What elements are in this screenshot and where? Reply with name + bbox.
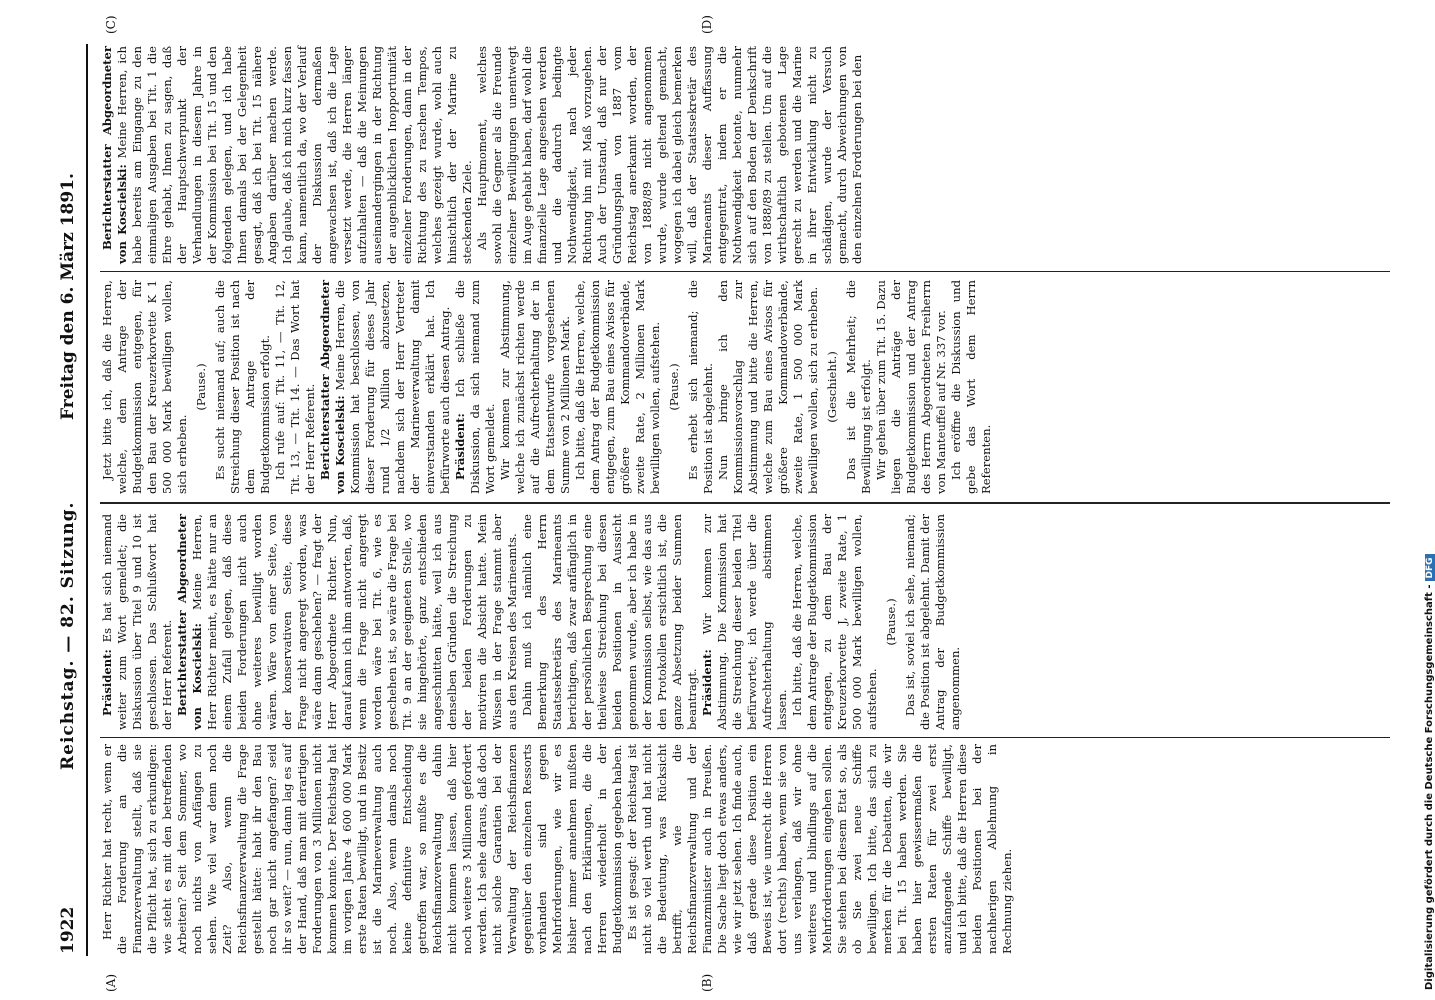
paragraph: Ich bitte, daß die Herren, welche, dem Antrage der Budgetkommission entgegen, zu dem Bau der Kreuzerkorvette J, zweite Rate, 1 500 000 Mark bewilligen wollen, aufstehen. xyxy=(790,514,879,730)
speaker-label: Präsident: xyxy=(700,649,714,716)
pause-note: (Pause.) xyxy=(884,598,898,646)
digitization-text: Digitalisierung gefördert durch die Deutsche Forschungsgemeinschaft - xyxy=(1424,584,1435,990)
speaker-label: Berichterstatter Abgeordneter von Koscielski: xyxy=(100,46,129,264)
paragraph: Ich bitte, daß die Herren, welche, dem Antrag der Budgetkommission entgegen, zum Bau eines Avisos für größere Kommandoverbände, zweite Rate, 2 Millionen Mark bewilligen wollen, aufstehen. xyxy=(573,280,662,494)
text-column-1b xyxy=(100,514,1400,730)
page-number: 1922 xyxy=(58,906,78,954)
text-column-2a xyxy=(100,280,1400,494)
paragraph: Das ist, soviel ich sehe, niemand; die Position ist abgelehnt. Damit der Antrag der Budgetkommission angenommen. xyxy=(903,514,962,730)
digitization-note xyxy=(1424,554,1435,990)
margin-marker-b: (B) xyxy=(700,973,714,992)
paragraph xyxy=(700,514,790,730)
paragraph xyxy=(175,514,520,730)
speech-text: Ich schließe die Diskussion, da sich niemand zum Wort gemeldet. xyxy=(453,280,497,494)
margin-marker-c: (C) xyxy=(104,15,118,34)
column-rule xyxy=(100,271,1390,272)
paragraph: Das ist die Mehrheit; die Bewilligung ist erfolgt. xyxy=(844,280,873,494)
speech-text: Meine Herren, ich habe bereits am Eingange zu den einmaligen Ausgaben bei Tit. 1 die Ehre gehabt, Ihnen zu sagen, daß der Hauptschwerpunkt der Verhandlungen in diesem Jahre in der Kommission bei Tit. 15 und den folgenden gelegen, und ich habe Ihnen damals bei der Gelegenheit gesagt, daß ich bei Tit. 15 nähere Angaben darüber machen werde. Ich glaube, daß ich mich kurz fassen kann, namentlich da, wo der Verlauf der Diskussion dermaßen angewachsen ist, daß ich die Lage versetzt werde, die Herren länger aufzuhalten — daß die Meinungen auseinandergingen in der Richtung der augenblicklichen Inopportunität einzelner Forderungen, dann in der Richtung des zu raschen Tempos, welches gezeigt wurde, wohl auch hinsichtlich der der Marine zu steckenden Ziele. xyxy=(115,46,474,264)
speaker-label: Präsident: xyxy=(100,649,114,716)
speech-text: Meine Herren, die Kommission hat beschlossen, von dieser Forderung für dieses Jahr rund 1/2 Million abzusetzen, nachdem sich der Herr Vertreter der Marineverwaltung damit einverstanden erklärt hat. Ich befürworte auch diesen Antrag. xyxy=(333,280,452,494)
speech-text: Meine Herren, Herr Richter meint, es hätte nur an einem Zufall gelegen, daß diese beiden Forderungen nicht auch ohne weiteres bewilligt worden wären. Wäre von einer Seite, von der konservativen Seite, diese Frage nicht angeregt worden, was wäre dann geschehen? — fragt der Herr Abgeordnete Richter. Nun, darauf kann ich ihm antworten, daß, wenn die Frage nicht angeregt worden wäre bei Tit. 6, wie es geschehen ist, so wäre die Frage bei Tit. 9 an der geeigneten Stelle, wo sie hingehörte, ganz entschieden angeschnitten hätte, weil ich aus denselben Gründen die Streichung der beiden Forderungen zu motiviren die Absicht hatte. Mein Wissen in der Frage stammt aber aus den Kreisen des Marineamts. xyxy=(190,514,519,730)
pause-note: (Pause.) xyxy=(194,363,208,411)
dfg-logo: DFG xyxy=(1425,554,1435,581)
paragraph: Es erhebt sich niemand; die Position ist abgelehnt. xyxy=(686,280,715,494)
paragraph: Dahin muß ich nämlich eine Bemerkung des Herrn Staatssekretärs des Marineamts berichtigen, daß zwar anfänglich in der persönlichen Besprechung eine theilweise Streichung bei diesen beiden Positionen in Aussicht genommen wurde, aber ich habe in der Kommission selbst, wie das aus den Protokollen ersichtlich ist, die ganze Absetzung beider Summen beantragt. xyxy=(520,514,699,730)
column-rule xyxy=(100,737,1390,738)
paragraph: Es sucht niemand auf; auch die Streichung dieser Position ist nach dem Antrage der Budgetkommission erfolgt. xyxy=(213,280,272,494)
paragraph xyxy=(318,280,453,494)
speech-text: Es hat sich niemand weiter zum Wort gemeldet; die Diskussion über Titel 9 und 10 ist geschlossen. Das Schlußwort hat der Herr Referent. xyxy=(100,514,174,730)
paragraph: Ich rufe auf: Tit. 11, — Tit. 12, Tit. 13, — Tit. 14. — Das Wort hat der Herr Referent. xyxy=(273,280,317,494)
speaker-label: Berichterstatter Abgeordneter von Koscielski: xyxy=(318,280,347,494)
paragraph xyxy=(453,280,498,494)
header-rule xyxy=(86,44,88,956)
page-header-right xyxy=(58,40,84,480)
center-column-rule xyxy=(100,502,1390,504)
text-column-1a xyxy=(100,744,1400,954)
session-date: Freitag den 6. März 1891. xyxy=(58,173,78,420)
pause-note: (Pause.) xyxy=(667,363,681,411)
session-title: Reichstag. — 82. Sitzung. xyxy=(58,501,78,770)
paragraph: Wir gehen über zum Tit. 15. Dazu liegen die Anträge der Budgetkommission und der Antrag des Herrn Abgeordneten Freiherrn von Manteuffel auf Nr. 337 vor. xyxy=(874,280,948,494)
speech-text: Wir kommen zur Abstimmung. Die Kommission hat die Streichung dieser beiden Titel befürwortet; ich werde über die Aufrechterhaltung abstimmen lassen. xyxy=(700,514,789,730)
paragraph: Ich eröffne die Diskussion und gebe das Wort dem Herrn Referenten. xyxy=(949,280,993,494)
margin-marker-a: (A) xyxy=(104,973,118,992)
speaker-label: Präsident: xyxy=(453,413,467,480)
text-column-2b xyxy=(100,46,1400,264)
paragraph: Jetzt bitte ich, daß die Herren, welche, dem Antrage der Budgetkommission entgegen, für den Bau der Kreuzerkorvette K 1 500 000 Mark bewilligen wollen, sich erheben. xyxy=(100,280,189,494)
paragraph: Als Hauptmoment, welches sowohl die Gegner als die Freunde einzelner Bewilligungen unentwegt im Auge gehabt haben, darf wohl die finanzielle Lage angesehen werden und die dadurch bedingte Nothwendigkeit, nach jeder Richtung hin mit Maß vorzugehen. Auch der Umstand, daß nur der Gründungsplan von 1887 vom Reichstag anerkannt worden, der von 1888/89 nicht angenommen wurde, wurde geltend gemacht, wogegen ich dabei gleich bemerken will, daß der Staatssekretär des Marineamts dieser Auffassung entgegentrat, indem er die Nothwendigkeit betonte, nunmehr sich auf den Boden der Denkschrift von 1888/89 zu stellen. Um auf die wirthschaftlich gebotenen Lage gerecht zu werden und die Marine in ihrer Entwicklung nicht zu schädigen, wurde der Versuch gemacht, durch Abweichungen von den einzelnen Forderungen bei den xyxy=(475,46,864,264)
speaker-label: Berichterstatter Abgeordneter von Koscielski: xyxy=(175,514,204,730)
paragraph xyxy=(100,46,475,264)
paragraph xyxy=(100,514,175,730)
paragraph: Es ist gesagt: der Reichstag ist nicht so viel werth und hat nicht die Bedeutung, was Rücksicht betrifft, wie die Reichsfinanzverwaltung und der Finanzminister auch in Preußen. Die Sache liegt doch etwas anders, wie wir jetzt sehen. Ich finde auch, daß gerade diese Position ein Beweis ist, wie unrecht die Herren dort (rechts) haben, wenn sie von uns verlangen, daß wir ohne weiteres und blindlings auf die Mehrforderungen eingehen sollen. Sie stehen bei diesem Etat so, als ob Sie zwei neue Schiffe bewilligen. Ich bitte, das sich zu merken für die Debatten, die wir bei Tit. 15 haben werden. Sie haben hier gewissermaßen die ersten Raten für zwei erst anzufangende Schiffe bewilligt, und ich bitte, daß die Herren diese beiden Positionen bei der nachherigen Ablehnung in Rechnung ziehen. xyxy=(625,744,1014,954)
paragraph: Wir kommen zur Abstimmung, welche ich zunächst richten werde auf die Aufrechterhaltung der in dem Etatsentwurfe vorgesehenen Summe von 2 Millionen Mark. xyxy=(498,280,572,494)
margin-marker-d: (D) xyxy=(700,15,714,34)
paragraph: Herr Richter hat recht, wenn er die Forderung an die Finanzverwaltung stellt, daß sie die Pflicht hat, sich zu erkundigen: wie steht es mit den betreffenden Arbeiten? Seit dem Sommer, wo noch nichts von Anfängen zu sehen. Wie viel war denn noch Zeit? Also, wenn die Reichsfinanzverwaltung die Frage gestellt hätte: habt ihr den Bau noch gar nicht angefangen? seid ihr so weit? — nun, dann lag es auf der Hand, daß man mit derartigen Forderungen von 3 Millionen nicht kommen konnte. Der Reichstag hat im vorigen Jahre 4 600 000 Mark erste Raten bewilligt, und in Besitz ist die Marineverwaltung auch noch. Also, wenn damals noch keine definitive Entscheidung getroffen war, so mußte es die Reichsfinanzverwaltung dahin nicht kommen lassen, daß hier noch weitere 3 Millionen gefordert werden. Ich sehe daraus, daß doch nicht solche Garantien bei der Verwaltung der Reichsfinanzen gegenüber den einzelnen Ressorts vorhanden sind gegen Mehrforderungen, wie wir es bisher immer annehmen mußten nach den Erklärungen, die die Herren wiederholt in der Budgetkommission gegeben haben. xyxy=(100,744,624,954)
pause-note: (Geschieht.) xyxy=(825,351,839,423)
paragraph: Nun bringe ich den Kommissionsvorschlag zur Abstimmung und bitte die Herren, welche zum Bau eines Avisos für größere Kommandoverbände, zweite Rate, 1 500 000 Mark bewilligen wollen, sich zu erheben. xyxy=(716,280,820,494)
